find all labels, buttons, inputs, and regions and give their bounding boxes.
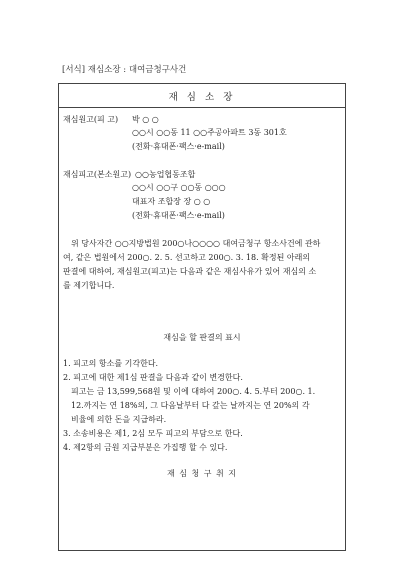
plaintiff-name: 박 ○ ○ — [132, 115, 159, 124]
judgment-line: 피고는 금 13,599,568원 및 이에 대하여 200○. 4. 5.부터 200○. 1. — [71, 387, 316, 396]
section-title-claim: 재 심 청 구 취 지 — [166, 469, 238, 478]
defendant-representative: 대표자 조합장 장 ○ ○ — [132, 197, 211, 206]
judgment-line: 비율에 의한 돈을 지급하라. — [71, 415, 167, 424]
judgment-line: 12.까지는 연 18%의, 그 다음날부터 다 갚는 날까지는 연 20%의 각 — [71, 401, 310, 410]
plaintiff-address: ○○시 ○○동 11 ○○주공아파트 3동 301호 — [132, 128, 287, 137]
judgment-line: 1. 피고의 항소를 기각한다. — [63, 359, 159, 368]
plaintiff-contact: (전화·휴대폰·팩스·e-mail) — [132, 142, 225, 151]
judgment-line: 4. 제2항의 금원 지급부분은 가집행 할 수 있다. — [63, 443, 228, 452]
document-header: [서식] 재심소장 : 대여금청구사건 — [62, 65, 187, 75]
document-title: 재 심 소 장 — [168, 92, 236, 103]
intro-line: 위 당사자간 ○○지방법원 200○나○○○○ 대여금청구 항소사건에 관하 — [71, 239, 321, 248]
intro-line: 판결에 대하여, 재심원고(피고)는 다음과 같은 재심사유가 있어 재심의 소 — [63, 267, 317, 276]
defendant-name: ○○농업협동조합 — [135, 170, 196, 179]
section-title-judgment: 재심을 할 판결의 표시 — [163, 333, 241, 342]
defendant-address: ○○시 ○○구 ○○동 ○○○ — [132, 183, 226, 192]
title-row — [59, 84, 345, 108]
judgment-line: 2. 피고에 대한 제1심 판결을 다음과 같이 변경한다. — [63, 373, 243, 382]
intro-line: 를 제기합니다. — [63, 281, 115, 290]
defendant-contact: (전화·휴대폰·팩스·e-mail) — [132, 211, 225, 220]
document-frame — [58, 83, 346, 551]
intro-line: 여, 같은 법원에서 200○. 2. 5. 선고하고 200○. 3. 18. 확정된 아래의 — [63, 253, 311, 262]
defendant-label: 재심피고(본소원고) — [63, 170, 132, 179]
plaintiff-label: 재심원고(피 고) — [63, 115, 119, 124]
judgment-line: 3. 소송비용은 제1, 2심 모두 피고의 부담으로 한다. — [63, 429, 243, 438]
